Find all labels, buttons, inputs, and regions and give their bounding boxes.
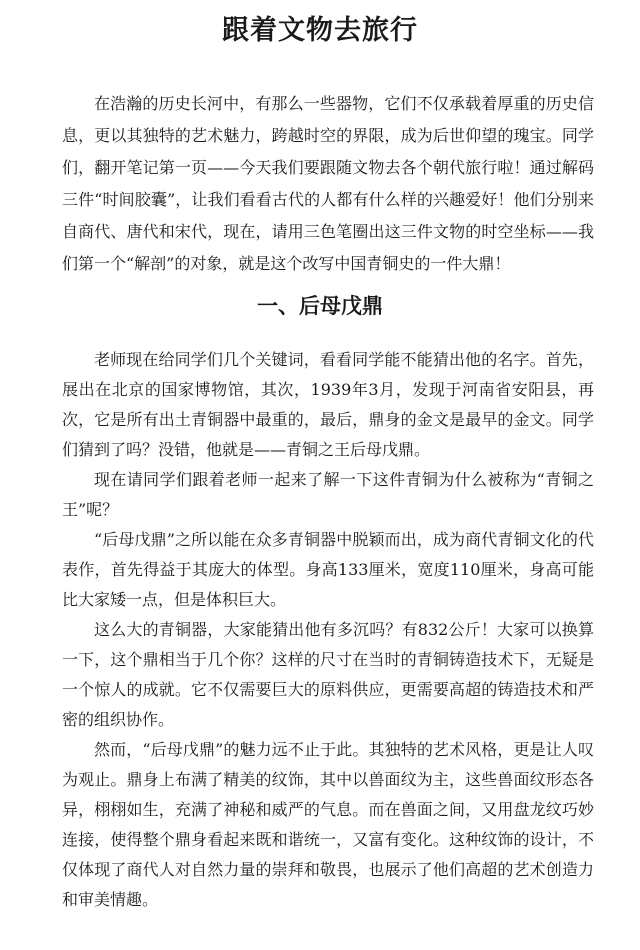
body-paragraph: 这么大的青铜器，大家能猜出他有多沉吗？有832公斤！大家可以换算一下，这个鼎相当于几个你？这样的尺寸在当时的青铜铸造技术下，无疑是一个惊人的成就。它不仅需要巨大的原料供应，更需要高超的铸造技术和严密的组织协作。 <box>62 620 594 729</box>
body-paragraph: 现在请同学们跟着老师一起来了解一下这件青铜为什么被称为“青铜之王”呢？ <box>62 470 594 519</box>
body-paragraph: 老师现在给同学们几个关键词，看看同学能不能猜出他的名字。首先，展出在北京的国家博物馆，其次，1939年3月，发现于河南省安阳县，再次，它是所有出土青铜器中最重的，最后，鼎身的金文是最早的金文。同学们猜到了吗？没错，他就是——青铜之王后母戊鼎。 <box>62 350 594 459</box>
section-body <box>62 345 594 915</box>
intro-paragraph: 在浩瀚的历史长河中，有那么一些器物，它们不仅承载着厚重的历史信息，更以其独特的艺术魅力，跨越时空的界限，成为后世仰望的瑰宝。同学们，翻开笔记第一页——今天我们要跟随文物去各个朝代旅行啦！通过解码三件“时间胶囊”，让我们看看古代的人都有什么样的兴趣爱好！他们分别来自商代、唐代和宋代，现在，请用三色笔圈出这三件文物的时空坐标——我们第一个“解剖”的对象，就是这个改写中国青铜史的一件大鼎！ <box>62 94 594 273</box>
page-title: 跟着文物去旅行 <box>222 15 418 46</box>
body-paragraph: “后母戊鼎”之所以能在众多青铜器中脱颖而出，成为商代青铜文化的代表作，首先得益于其庞大的体型。身高133厘米，宽度110厘米，身高可能比大家矮一点，但是体积巨大。 <box>62 530 594 609</box>
section-heading: 一、后母戊鼎 <box>257 294 383 318</box>
body-paragraph: 然而，“后母戊鼎”的魅力远不止于此。其独特的艺术风格，更是让人叹为观止。鼎身上布满了精美的纹饰，其中以兽面纹为主，这些兽面纹形态各异，栩栩如生，充满了神秘和威严的气息。而在兽面之间，又用盘龙纹巧妙连接，使得整个鼎身看起来既和谐统一，又富有变化。这种纹饰的设计，不仅体现了商代人对自然力量的崇拜和敬畏，也展示了他们高超的艺术创造力和审美情趣。 <box>62 740 594 909</box>
